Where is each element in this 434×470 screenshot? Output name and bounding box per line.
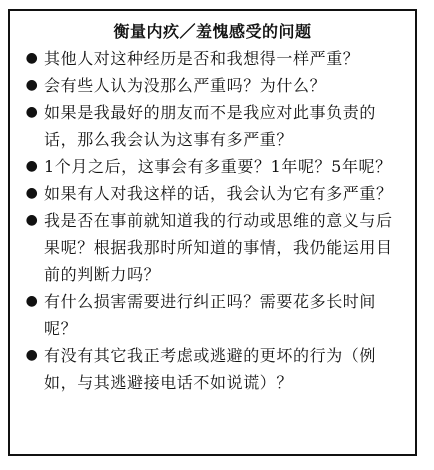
bullet-icon: ● [25, 77, 39, 93]
item-text: 如果是我最好的朋友而不是我应对此事负责的话，那么我会认为这事有多严重？ [44, 103, 377, 149]
list-item [24, 99, 401, 153]
bullet-icon: ● [25, 50, 39, 66]
bullet-icon: ● [25, 212, 39, 228]
list-item [24, 288, 401, 342]
bullet-icon: ● [25, 293, 39, 309]
item-text: 其他人对这种经历是否和我想得一样严重？ [44, 49, 360, 68]
item-text: 有什么损害需要进行纠正吗？需要花多长时间呢？ [44, 292, 377, 338]
list-item [24, 207, 401, 288]
item-text: 会有些人认为没那么严重吗？为什么？ [44, 76, 327, 95]
list-item [24, 72, 401, 99]
box-title: 衡量内疚／羞愧感受的问题 [113, 22, 312, 41]
list-item [24, 342, 401, 396]
bullet-icon: ● [25, 158, 39, 174]
bullet-icon: ● [25, 104, 39, 120]
item-text: 有没有其它我正考虑或逃避的更坏的行为（例如，与其逃避接电话不如说谎）？ [44, 346, 377, 392]
bullet-icon: ● [25, 347, 39, 363]
list-item [24, 180, 401, 207]
bullet-icon: ● [25, 185, 39, 201]
item-text: 我是否在事前就知道我的行动或思维的意义与后果呢？根据我那时所知道的事情，我仍能运用目前的判断力吗？ [44, 211, 393, 284]
question-list [24, 45, 401, 396]
question-box [8, 9, 417, 456]
item-text: 如果有人对我这样的话，我会认为它有多严重？ [44, 184, 393, 203]
list-item [24, 153, 401, 180]
list-item [24, 45, 401, 72]
item-text: 1个月之后，这事会有多重要？1年呢？5年呢？ [44, 157, 392, 176]
